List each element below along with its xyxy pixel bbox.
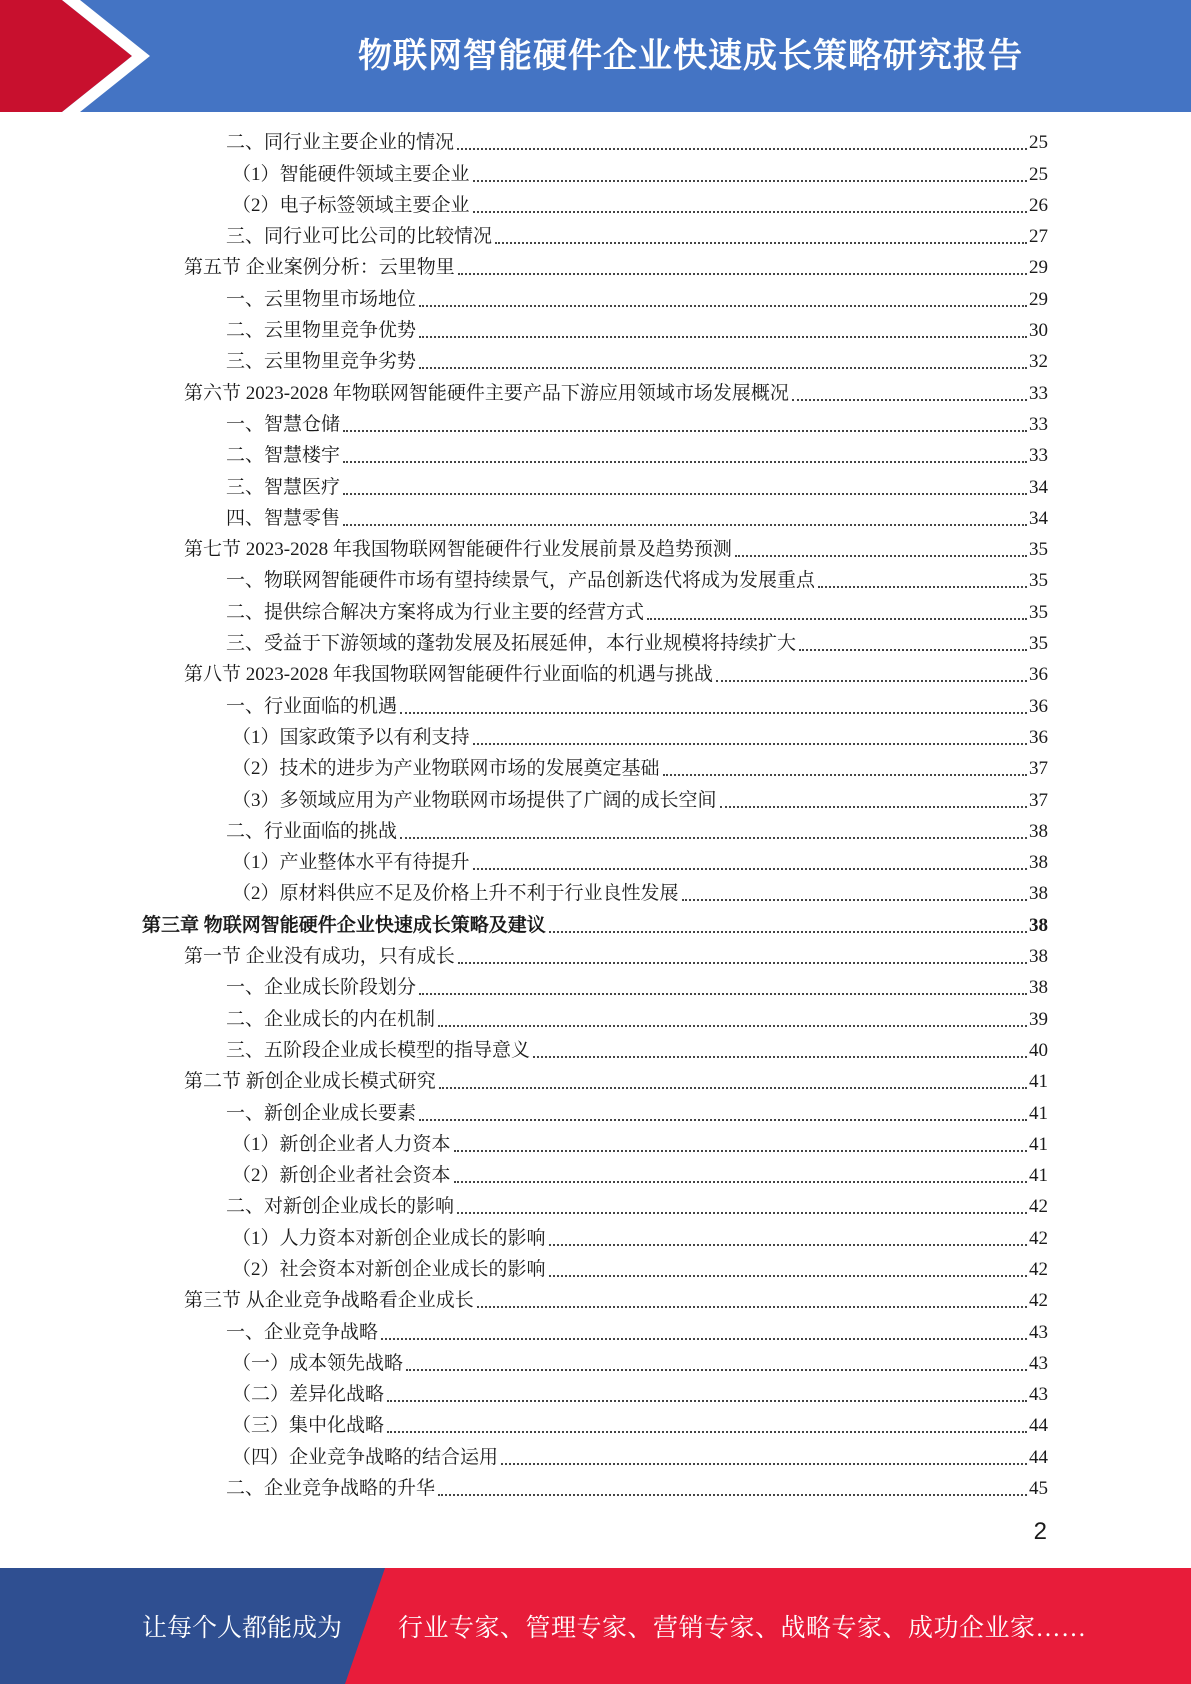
footer-roles: 行业专家、管理专家、营销专家、战略专家、成功企业家…… (398, 1615, 1087, 1642)
toc-entry-title: 第八节 2023-2028 年我国物联网智能硬件行业面临的机遇与挑战 (184, 664, 713, 686)
toc-entry-page: 33 (1029, 382, 1048, 404)
dot-leader (387, 1431, 1027, 1433)
dot-leader (419, 993, 1027, 995)
toc-entry[interactable] (142, 722, 1048, 753)
toc-entry-page: 25 (1029, 163, 1048, 185)
page-number: 2 (1033, 1518, 1047, 1545)
toc-entry[interactable] (142, 346, 1048, 377)
toc-entry[interactable] (142, 941, 1048, 972)
toc-entry-title: 第三节 从企业竞争战略看企业成长 (184, 1290, 474, 1312)
report-title: 物联网智能硬件企业快速成长策略研究报告 (358, 35, 1023, 76)
toc-entry-page: 44 (1029, 1446, 1048, 1468)
dot-leader (438, 1494, 1027, 1496)
dot-leader (549, 1244, 1027, 1246)
toc-entry[interactable] (142, 190, 1048, 221)
toc-entry[interactable] (142, 690, 1048, 721)
toc-entry[interactable] (142, 847, 1048, 878)
toc-entry[interactable] (142, 753, 1048, 784)
toc-entry-title: （一）成本领先战略 (232, 1352, 404, 1374)
toc-entry[interactable] (142, 1285, 1048, 1316)
toc-entry-page: 42 (1029, 1227, 1048, 1249)
toc-entry-title: （1）产业整体水平有待提升 (232, 852, 470, 874)
toc-entry-page: 34 (1029, 507, 1048, 529)
toc-entry[interactable] (142, 784, 1048, 815)
toc-entry[interactable] (142, 1191, 1048, 1222)
report-footer (0, 1568, 1191, 1684)
toc-entry[interactable] (142, 283, 1048, 314)
toc-entry-page: 27 (1029, 226, 1048, 248)
toc-entry-title: 二、同行业主要企业的情况 (226, 132, 455, 154)
toc-entry-title: 一、物联网智能硬件市场有望持续景气，产品创新迭代将成为发展重点 (226, 570, 816, 592)
toc-entry[interactable] (142, 878, 1048, 909)
toc-entry-page: 44 (1029, 1415, 1048, 1437)
dot-leader (439, 1087, 1027, 1089)
dot-leader (818, 586, 1027, 588)
dot-leader (438, 1025, 1027, 1027)
toc-entry-title: （3）多领域应用为产业物联网市场提供了广阔的成长空间 (232, 789, 717, 811)
toc-entry-page: 37 (1029, 789, 1048, 811)
toc-entry-title: （2）技术的进步为产业物联网市场的发展奠定基础 (232, 758, 660, 780)
toc-entry-title: 一、新创企业成长要素 (226, 1102, 417, 1124)
dot-leader (473, 211, 1027, 213)
dot-leader (473, 868, 1027, 870)
toc-entry-title: （2）电子标签领域主要企业 (232, 194, 470, 216)
dot-leader (735, 555, 1027, 557)
dot-leader (457, 148, 1027, 150)
toc-entry[interactable] (142, 596, 1048, 627)
footer-slogan: 让每个人都能成为 (142, 1615, 343, 1642)
toc-entry-title: 一、云里物里市场地位 (226, 288, 417, 310)
toc-entry[interactable] (142, 1160, 1048, 1191)
toc-entry-page: 30 (1029, 320, 1048, 342)
dot-leader (473, 743, 1027, 745)
toc-entry[interactable] (142, 127, 1048, 158)
toc-entry-page: 37 (1029, 758, 1048, 780)
toc-entry-title: （2）社会资本对新创企业成长的影响 (232, 1258, 546, 1280)
dot-leader (682, 899, 1027, 901)
toc-entry-page: 35 (1029, 633, 1048, 655)
toc-entry-page: 26 (1029, 194, 1048, 216)
toc-entry-title: 二、企业成长的内在机制 (226, 1008, 436, 1030)
dot-leader (663, 774, 1027, 776)
toc-entry[interactable] (142, 252, 1048, 283)
toc-entry-page: 29 (1029, 288, 1048, 310)
dot-leader (343, 430, 1027, 432)
toc-entry-title: 二、云里物里竞争优势 (226, 320, 417, 342)
toc-entry-title: （四）企业竞争战略的结合运用 (232, 1446, 499, 1468)
toc-entry-page: 35 (1029, 539, 1048, 561)
toc-entry[interactable] (142, 1035, 1048, 1066)
toc-entry-page: 38 (1029, 883, 1048, 905)
toc-entry[interactable] (142, 158, 1048, 189)
dot-leader (454, 1181, 1027, 1183)
toc-entry[interactable] (142, 1254, 1048, 1285)
dot-leader (533, 1056, 1027, 1058)
toc-entry[interactable] (142, 471, 1048, 502)
toc-entry-page: 41 (1029, 1071, 1048, 1093)
toc-entry[interactable] (142, 1410, 1048, 1441)
toc-entry-page: 25 (1029, 132, 1048, 154)
toc-entry[interactable] (142, 534, 1048, 565)
dot-leader (647, 618, 1027, 620)
toc-entry-page: 36 (1029, 726, 1048, 748)
toc-entry[interactable] (142, 1379, 1048, 1410)
toc-entry[interactable] (142, 1066, 1048, 1097)
toc-entry-page: 38 (1029, 977, 1048, 999)
toc-entry-title: 二、提供综合解决方案将成为行业主要的经营方式 (226, 601, 645, 623)
dot-leader (419, 305, 1027, 307)
dot-leader (400, 712, 1027, 714)
toc-entry[interactable] (142, 909, 1048, 940)
toc-entry-page: 33 (1029, 445, 1048, 467)
toc-entry-page: 38 (1029, 820, 1048, 842)
toc-entry-page: 41 (1029, 1133, 1048, 1155)
toc-entry-page: 36 (1029, 695, 1048, 717)
dot-leader (549, 931, 1027, 933)
toc-entry[interactable] (142, 503, 1048, 534)
toc-entry-page: 41 (1029, 1102, 1048, 1124)
dot-leader (406, 1369, 1027, 1371)
toc-entry-title: 二、智慧楼宇 (226, 445, 341, 467)
toc-entry[interactable] (142, 1003, 1048, 1034)
dot-leader (458, 962, 1027, 964)
dot-leader (343, 493, 1027, 495)
toc-entry-title: 二、企业竞争战略的升华 (226, 1478, 436, 1500)
toc-entry-page: 43 (1029, 1384, 1048, 1406)
toc-entry-title: 一、行业面临的机遇 (226, 695, 398, 717)
dot-leader (549, 1275, 1027, 1277)
toc-entry-page: 42 (1029, 1290, 1048, 1312)
toc-entry-title: 第七节 2023-2028 年我国物联网智能硬件行业发展前景及趋势预测 (184, 539, 732, 561)
toc-entry-title: 二、行业面临的挑战 (226, 820, 398, 842)
toc-entry-page: 32 (1029, 351, 1048, 373)
toc-entry-page: 35 (1029, 570, 1048, 592)
toc-entry-page: 36 (1029, 664, 1048, 686)
dot-leader (387, 1400, 1027, 1402)
toc-entry-page: 43 (1029, 1352, 1048, 1374)
toc-entry-title: （1）新创企业者人力资本 (232, 1133, 451, 1155)
toc-entry[interactable] (142, 1348, 1048, 1379)
toc-entry-title: 三、五阶段企业成长模型的指导意义 (226, 1039, 531, 1061)
toc-entry[interactable] (142, 1129, 1048, 1160)
toc-entry-title: 二、对新创企业成长的影响 (226, 1196, 455, 1218)
toc-entry-title: 三、受益于下游领域的蓬勃发展及拓展延伸，本行业规模将持续扩大 (226, 633, 797, 655)
toc-entry[interactable] (142, 440, 1048, 471)
toc-entry-title: 三、云里物里竞争劣势 (226, 351, 417, 373)
toc-entry-page: 43 (1029, 1321, 1048, 1343)
toc-entry[interactable] (142, 1222, 1048, 1253)
dot-leader (343, 524, 1027, 526)
table-of-contents (142, 127, 1048, 1504)
toc-entry-title: （2）新创企业者社会资本 (232, 1165, 451, 1187)
toc-entry-page: 42 (1029, 1258, 1048, 1280)
dot-leader (495, 242, 1027, 244)
dot-leader (419, 1119, 1027, 1121)
dot-leader (477, 1306, 1027, 1308)
dot-leader (716, 680, 1027, 682)
toc-entry-page: 38 (1029, 946, 1048, 968)
toc-entry[interactable] (142, 409, 1048, 440)
toc-entry-title: （2）原材料供应不足及价格上升不利于行业良性发展 (232, 883, 679, 905)
toc-entry-page: 33 (1029, 413, 1048, 435)
toc-entry[interactable] (142, 221, 1048, 252)
dot-leader (419, 336, 1027, 338)
toc-entry-title: （二）差异化战略 (232, 1384, 385, 1406)
dot-leader (799, 649, 1027, 651)
toc-entry[interactable] (142, 659, 1048, 690)
toc-entry-page: 40 (1029, 1039, 1048, 1061)
toc-entry-title: 第三章 物联网智能硬件企业快速成长策略及建议 (142, 914, 546, 936)
toc-entry-title: （1）国家政策予以有利支持 (232, 726, 470, 748)
toc-entry[interactable] (142, 1441, 1048, 1472)
toc-entry-page: 34 (1029, 476, 1048, 498)
dot-leader (458, 273, 1027, 275)
dot-leader (343, 461, 1027, 463)
dot-leader (454, 1150, 1027, 1152)
toc-entry-page: 45 (1029, 1478, 1048, 1500)
toc-entry[interactable] (142, 816, 1048, 847)
toc-entry-title: 一、企业成长阶段划分 (226, 977, 417, 999)
toc-entry-title: 第一节 企业没有成功，只有成长 (184, 946, 455, 968)
toc-entry[interactable] (142, 972, 1048, 1003)
dot-leader (792, 399, 1027, 401)
report-header (0, 0, 1191, 112)
toc-entry-title: 一、智慧仓储 (226, 413, 341, 435)
toc-entry-title: 一、企业竞争战略 (226, 1321, 379, 1343)
dot-leader (457, 1212, 1027, 1214)
toc-entry[interactable] (142, 1316, 1048, 1347)
toc-entry-title: （三）集中化战略 (232, 1415, 385, 1437)
toc-entry[interactable] (142, 1097, 1048, 1128)
dot-leader (400, 837, 1027, 839)
toc-entry-page: 38 (1029, 914, 1048, 936)
toc-entry[interactable] (142, 377, 1048, 408)
toc-entry-title: 第六节 2023-2028 年物联网智能硬件主要产品下游应用领域市场发展概况 (184, 382, 789, 404)
dot-leader (501, 1463, 1027, 1465)
toc-entry[interactable] (142, 315, 1048, 346)
toc-entry-page: 29 (1029, 257, 1048, 279)
toc-entry[interactable] (142, 1473, 1048, 1504)
toc-entry-title: 三、同行业可比公司的比较情况 (226, 226, 493, 248)
dot-leader (381, 1338, 1027, 1340)
toc-entry-title: 三、智慧医疗 (226, 476, 341, 498)
toc-entry-page: 42 (1029, 1196, 1048, 1218)
dot-leader (473, 180, 1027, 182)
toc-entry-title: 四、智慧零售 (226, 507, 341, 529)
toc-entry[interactable] (142, 565, 1048, 596)
dot-leader (720, 806, 1027, 808)
dot-leader (419, 367, 1027, 369)
toc-entry-title: 第五节 企业案例分析：云里物里 (184, 257, 455, 279)
toc-entry-page: 38 (1029, 852, 1048, 874)
toc-entry-page: 39 (1029, 1008, 1048, 1030)
toc-entry-title: 第二节 新创企业成长模式研究 (184, 1071, 436, 1093)
toc-entry-title: （1）人力资本对新创企业成长的影响 (232, 1227, 546, 1249)
toc-entry-page: 41 (1029, 1165, 1048, 1187)
toc-entry-page: 35 (1029, 601, 1048, 623)
toc-entry[interactable] (142, 628, 1048, 659)
toc-entry-title: （1）智能硬件领域主要企业 (232, 163, 470, 185)
